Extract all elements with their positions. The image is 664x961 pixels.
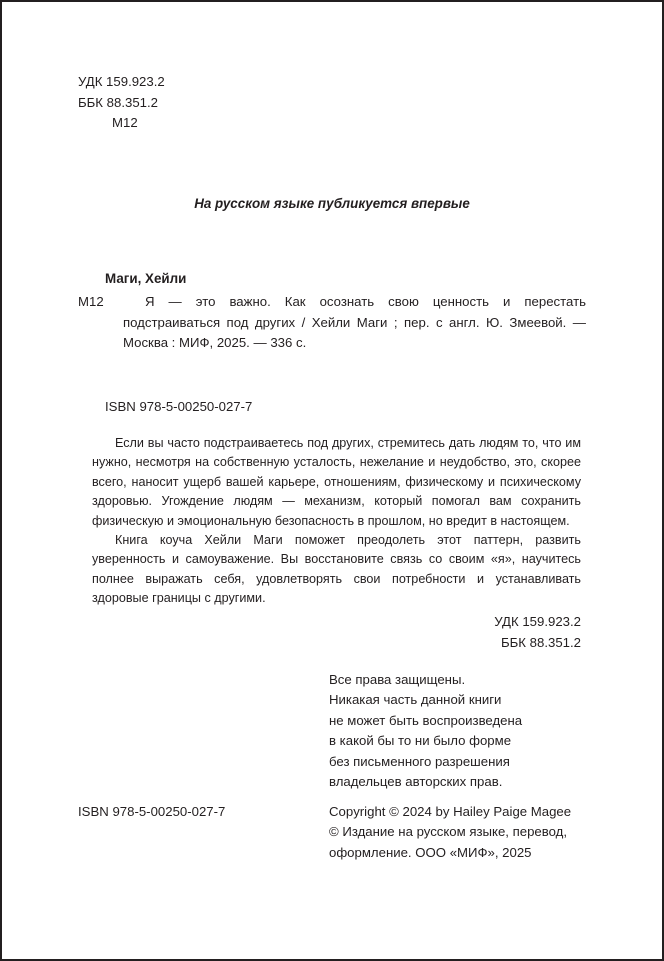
author-sign-biblio: М12 (78, 294, 104, 309)
author-name: Маги, Хейли (105, 271, 187, 286)
rights-line-4: в какой бы то ни было форме (329, 733, 512, 749)
copyright-line-1: Copyright © 2024 by Hailey Paige Magee (329, 804, 572, 819)
copyright-line-3: оформление. ООО «МИФ», 2025 (329, 844, 532, 860)
bbk-code-top: ББК 88.351.2 (78, 94, 158, 110)
copyright-notice (329, 802, 571, 863)
bibliographic-record (78, 292, 586, 354)
annotation (92, 434, 581, 609)
author-sign-top: М12 (112, 115, 138, 131)
rights-line-3: не может быть воспроизведена (329, 712, 523, 728)
isbn-bottom: ISBN 978-5-00250-027-7 (78, 804, 226, 819)
annotation-paragraph-2: Книга коуча Хейли Маги поможет преодолеть этот паттерн, развить уверенность и самоуважение. Вы восстановите связь со своим «я», научитесь полнее выражать себя, удовлетворять свои потребности и устанавливать здоровые границы с другими. (92, 533, 581, 606)
isbn-main: ISBN 978-5-00250-027-7 (105, 399, 253, 414)
copyright-line-2: © Издание на русском языке, перевод, (329, 824, 568, 840)
first-publication-note: На русском языке публикуется впервые (194, 196, 470, 211)
rights-line-2: Никакая часть данной книги (329, 692, 502, 708)
rights-line-5: без письменного разрешения (329, 753, 510, 769)
classification-codes-repeat (302, 612, 581, 653)
bbk-code-repeat: ББК 88.351.2 (501, 634, 581, 650)
annotation-paragraph-1: Если вы часто подстраиваетесь под других, стремитесь дать людям то, что им нужно, несмотря на собственную усталость, нежелание и неудобство, это, скорее всего, наносит ущерб вашей карьере, отношениям, физическому и психическому здоровью. Угождение людям — механизм, который помогал вам сохранить физическую и эмоциональную безопасность в прошлом, но вредит в настоящем. (92, 436, 581, 528)
udk-code-repeat: УДК 159.923.2 (494, 614, 581, 629)
rights-line-6: владельцев авторских прав. (329, 774, 503, 790)
rights-line-1: Все права защищены. (329, 672, 466, 687)
rights-notice (329, 670, 522, 792)
udk-code-top: УДК 159.923.2 (78, 74, 165, 89)
bibliographic-description: Я — это важно. Как осознать свою ценность и перестать подстраиваться под других / Хейли Маги ; пер. с англ. Ю. Змеевой. — Москва : МИФ, 2025. — 336 с. (123, 294, 586, 351)
classification-codes-top (78, 72, 165, 134)
